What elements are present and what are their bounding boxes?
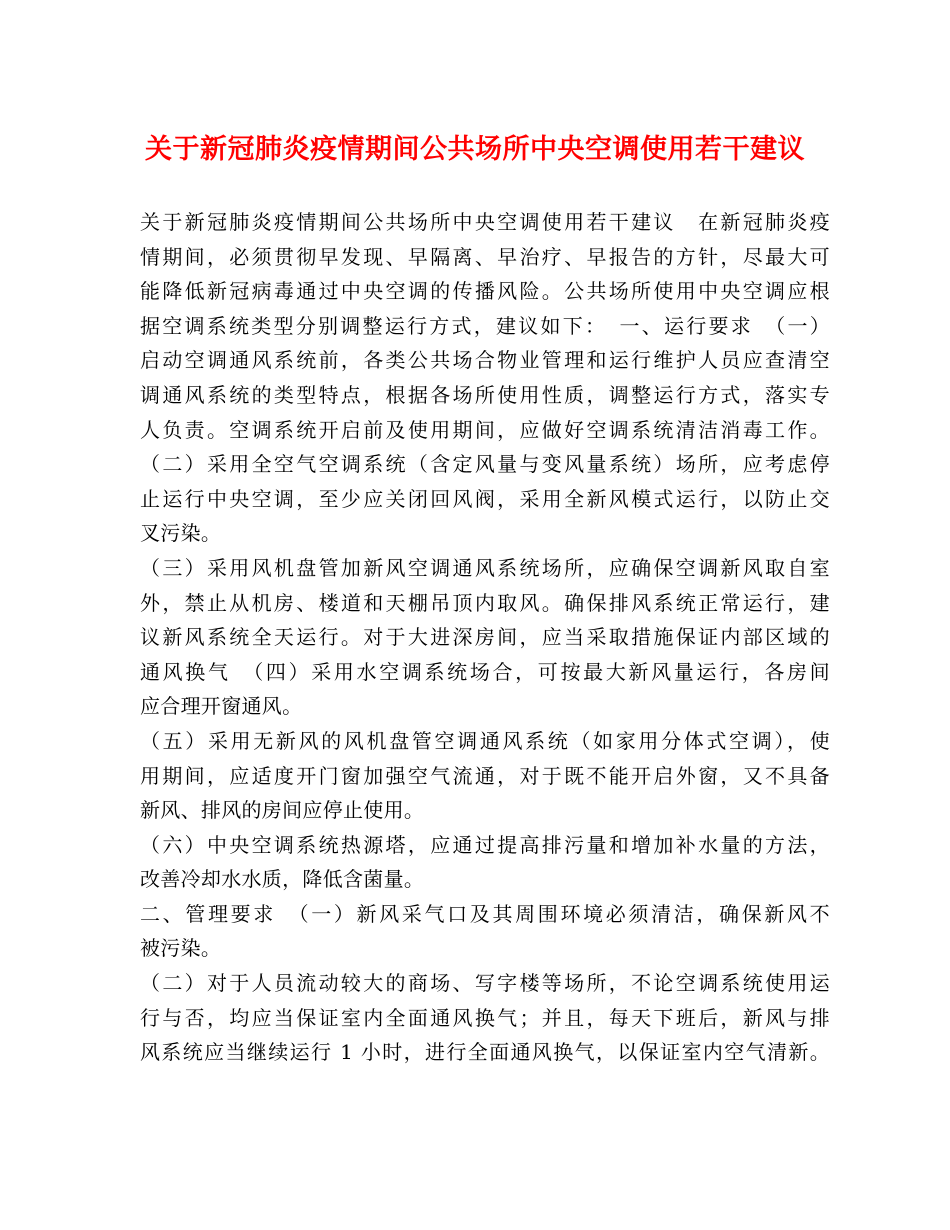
body-line: 调通风系统的类型特点，根据各场所使用性质，调整运行方式，落实专	[140, 382, 830, 407]
body-line: 外，禁止从机房、楼道和天棚吊顶内取风。确保排风系统正常运行，建	[140, 590, 830, 615]
body-line: 风系统应当继续运行 1 小时，进行全面通风换气，以保证室内空气清新。	[140, 1040, 830, 1065]
body-line: 关于新冠肺炎疫情期间公共场所中央空调使用若干建议 在新冠肺炎疫	[140, 210, 830, 234]
body-line: 应合理开窗通风。	[140, 694, 303, 719]
body-line: 情期间，必须贯彻早发现、早隔离、早治疗、早报告的方针，尽最大可	[140, 244, 830, 269]
body-line: 人负责。空调系统开启前及使用期间，应做好空调系统清洁消毒工作。	[140, 417, 830, 442]
body-line: 行与否，均应当保证室内全面通风换气；并且，每天下班后，新风与排	[140, 1005, 830, 1030]
document-title: 关于新冠肺炎疫情期间公共场所中央空调使用若干建议	[145, 134, 805, 165]
body-line: （三）采用风机盘管加新风空调通风系统场所，应确保空调新风取自室	[140, 555, 830, 580]
body-line: 据空调系统类型分别调整运行方式，建议如下： 一、运行要求 （一）	[140, 313, 830, 338]
body-line: 新风、排风的房间应停止使用。	[140, 798, 425, 823]
body-line: （二）对于人员流动较大的商场、写字楼等场所，不论空调系统使用运	[140, 971, 830, 996]
body-line: 二、管理要求 （一）新风采气口及其周围环境必须清洁，确保新风不	[140, 901, 830, 926]
body-line: 止运行中央空调，至少应关闭回风阀，采用全新风模式运行，以防止交	[140, 486, 830, 511]
body-line: 叉污染。	[140, 521, 222, 546]
body-line: （五）采用无新风的风机盘管空调通风系统（如家用分体式空调），使	[140, 728, 830, 753]
body-line: 能降低新冠病毒通过中央空调的传播风险。公共场所使用中央空调应根	[140, 279, 830, 304]
body-line: 改善冷却水水质，降低含菌量。	[140, 867, 425, 892]
body-line: 被污染。	[140, 936, 222, 961]
document-body	[140, 205, 830, 1070]
body-line: （六）中央空调系统热源塔，应通过提高排污量和增加补水量的方法，	[140, 832, 830, 857]
body-line: （二）采用全空气空调系统（含定风量与变风量系统）场所，应考虑停	[140, 452, 830, 477]
body-line: 通风换气 （四）采用水空调系统场合，可按最大新风量运行，各房间	[140, 659, 830, 684]
body-line: 议新风系统全天运行。对于大进深房间，应当采取措施保证内部区域的	[140, 625, 830, 650]
body-line: 用期间，应适度开门窗加强空气流通，对于既不能开启外窗，又不具备	[140, 763, 830, 788]
body-line: 启动空调通风系统前，各类公共场合物业管理和运行维护人员应查清空	[140, 348, 830, 373]
